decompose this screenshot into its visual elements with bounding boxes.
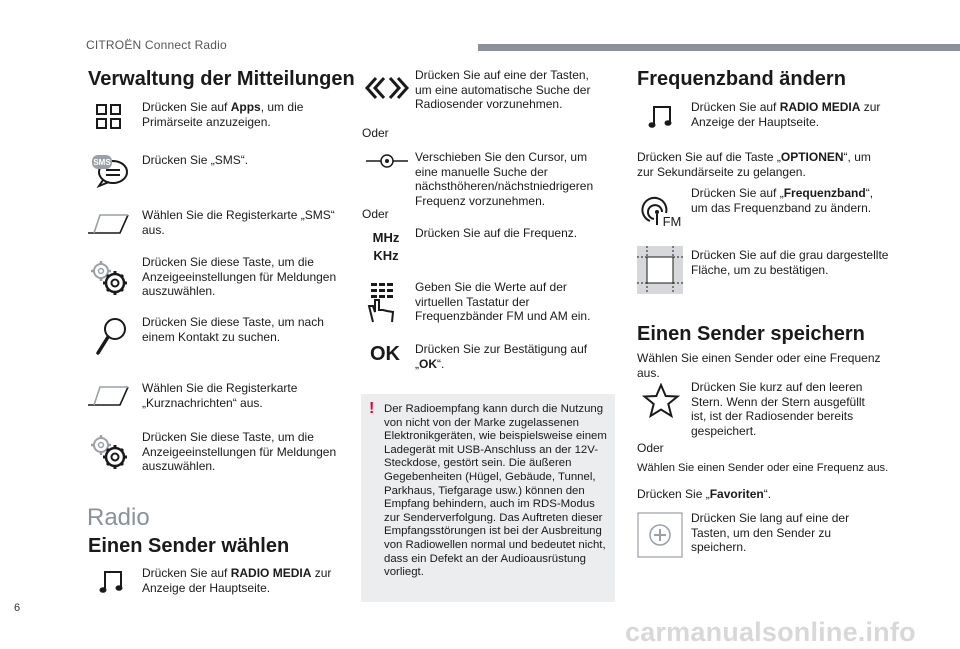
sms-bubble-icon [89,152,129,188]
section-heading-messages: Verwaltung der Mitteilungen [88,68,355,90]
section-heading-change-band: Frequenzband ändern [637,68,846,90]
instruction-sms: Drücken Sie „SMS“. [142,153,249,167]
instruction-frequency: Drücken Sie auf die Frequenz. [415,226,578,240]
or-separator-2: Oder [362,207,389,221]
fm-signal-icon [640,193,682,229]
instruction-star: Drücken Sie kurz auf den leeren Stern. Wenn der Stern ausgefüllt ist, ist der Radiosender bereits gespeichert. [691,380,865,438]
instruction-radio-media-1: Drücken Sie auf RADIO MEDIA zur Anzeige der Hauptseite. [142,566,332,595]
settings-gears-icon [88,433,130,471]
page-number: 6 [14,602,21,614]
cursor-slider-icon [364,150,410,172]
instruction-select-station-2: Wählen Sie einen Sender oder eine Frequenz aus. [637,462,889,474]
watermark-text: carmanualsonline.info [625,617,916,647]
instruction-grey-area: Drücken Sie auf die grau dargestellte Fläche, um zu bestätigen. [691,248,889,277]
seek-arrows-icon [364,75,410,101]
music-note-icon [647,103,675,131]
warning-exclamation-icon: ! [369,400,375,417]
instruction-cursor: Verschieben Sie den Cursor, um eine manuelle Suche der nächsthöheren/nächstniedrigeren Frequenz vorzunehmen. [415,150,594,208]
or-separator-3: Oder [637,441,664,455]
instruction-tab-short-messages: Wählen Sie die Registerkarte „Kurznachrichten“ aus. [142,381,298,410]
instruction-select-station: Wählen Sie einen Sender oder eine Frequenz aus. [637,351,881,380]
instruction-display-settings-2: Drücken Sie diese Taste, um die Anzeigeeinstellungen für Meldungen auszuwählen. [142,430,337,474]
settings-gears-icon [88,259,130,297]
instruction-radio-media-2: Drücken Sie auf RADIO MEDIA zur Anzeige der Hauptseite. [691,100,881,129]
instruction-keypad: Geben Sie die Werte auf der virtuellen Tastatur der Frequenzbänder FM und AM ein. [415,280,591,324]
instruction-apps: Drücken Sie auf Apps, um die Primärseite anzuzeigen. [142,100,304,129]
star-icon [642,383,680,419]
sms-icon-label: SMS [93,158,111,167]
music-note-icon [98,568,126,596]
instruction-options: Drücken Sie auf die Taste „OPTIONEN“, um zur Sekundärseite zu gelangen. [637,150,871,179]
or-separator-1: Oder [362,126,389,140]
instruction-seek: Drücken Sie auf eine der Tasten, um eine automatische Suche der Radiosender vorzunehmen. [415,68,591,112]
section-heading-save-station: Einen Sender speichern [637,323,865,345]
tab-icon [86,384,130,408]
tab-icon [86,212,130,236]
instruction-ok: Drücken Sie zur Bestätigung auf „OK“. [415,342,588,371]
instruction-frequency-band: Drücken Sie auf „Frequenzband“, um das Frequenzband zu ändern. [691,186,874,215]
fm-icon-label: FM [662,214,682,229]
search-magnifier-icon [95,316,129,356]
instruction-search-contact: Drücken Sie diese Taste, um nach einem Kontakt zu suchen. [142,315,324,344]
keypad-touch-icon [365,280,401,324]
instruction-tab-sms: Wählen Sie die Registerkarte „SMS“ aus. [142,208,335,237]
document-header-title: CITROËN Connect Radio [86,38,227,52]
instruction-favorites: Drücken Sie „Favoriten“. [637,487,772,501]
instruction-long-press: Drücken Sie lang auf eine der Tasten, um den Sender zu speichern. [691,511,850,555]
ok-icon: OK [370,343,400,365]
section-heading-select-station: Einen Sender wählen [88,535,290,557]
instruction-display-settings-1: Drücken Sie diese Taste, um die Anzeigeeinstellungen für Meldungen auszuwählen. [142,255,337,299]
header-bar [478,44,960,51]
radio-section-title: Radio [87,504,150,531]
apps-grid-icon [95,103,123,131]
grey-area-icon [637,246,683,294]
add-preset-icon [637,512,683,558]
info-note-text: Der Radioempfang kann durch die Nutzung von nicht von der Marke zugelassenen Elektronikgeräten, wie beispielsweise einem Ladegerät mit USB-Anschluss an der 12V-Steckdose, gestört sein. Die äußeren Gegebenheiten (Hügel, Gebäude, Tunnel, Parkhaus, Tiefgarage usw.) können den Empfang behindern, auch im RDS-Modus zur Senderverfolgung. Das Auftreten dieser Empfangsstörungen ist bei der Ausbreitung von Radiowellen normal und bedeutet nicht, dass ein Defekt an der Audioausrüstung vorliegt. [384,403,607,579]
mhz-khz-icon: MHz KHz [372,230,400,263]
